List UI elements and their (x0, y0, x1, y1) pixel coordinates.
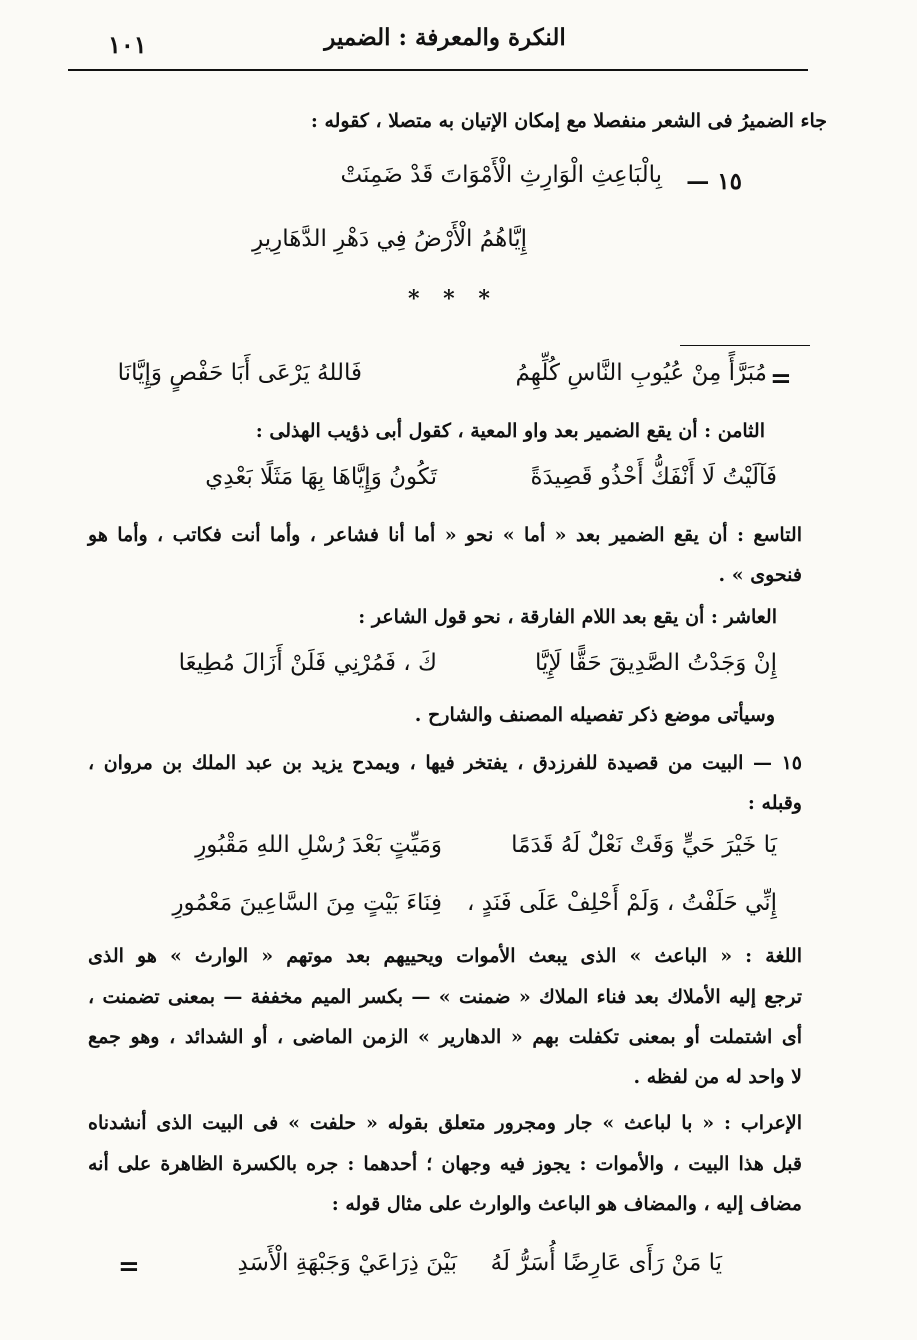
main-verse-number: ١٥ — (686, 168, 742, 195)
verse-c-part1: إِنْ وَجَدْتُ الصَّدِيقَ حَقًّا لَإِيَّا (535, 650, 777, 676)
verse-d-part2: وَمَيِّتٍ بَعْدَ رُسْلِ اللهِ مَقْبُورِ (195, 832, 442, 858)
verse-b-part2: تَكُونُ وَإِيَّاهَا بِهَا مَثَلًا بَعْدِي (205, 464, 437, 490)
verse-f-part2: بَيْنَ ذِرَاعَيْ وَجَبْهَةِ الْأَسَدِ (237, 1250, 457, 1276)
verse-d-part1: يَا خَيْرَ حَيٍّ وَقَتْ نَعْلٌ لَهُ قَدَمًا (511, 832, 777, 858)
running-header-title: النكرة والمعرفة : الضمير (324, 24, 566, 51)
verse-c-part2: كَ ، فَمُرْنِي فَلَنْ أَزَالَ مُطِيعَا (178, 650, 437, 676)
irab-line2: قبل هذا البيت ، والأموات : يجوز فيه وجهان ؛ أحدهما : جره بالكسرة الظاهرة على أنه (88, 1153, 802, 1175)
tenth-case: العاشر : أن يقع بعد اللام الفارقة ، نحو قول الشاعر : (358, 606, 777, 628)
footnote15-line1: ١٥ — البيت من قصيدة للفرزدق ، يفتخر فيها ، ويمدح يزيد بن عبد الملك بن مروان ، (88, 752, 802, 774)
verse-e-part2: فِنَاءَ بَيْتٍ مِنَ السَّاعِينَ مَعْمُورِ (172, 890, 442, 916)
eighth-case: الثامن : أن يقع الضمير بعد واو المعية ، كقول أبى ذؤيب الهذلى : (255, 420, 765, 442)
verse-f-part1: يَا مَنْ رَأَى عَارِضًا أُسَرُّ لَهُ (490, 1250, 722, 1276)
lugha-line3: أى اشتملت أو بمعنى تكفلت بهم « الدهارير » الزمن الماضى ، أو الشدائد ، وهو جمع (88, 1026, 802, 1048)
verse-a-part2: فَاللهُ يَرْعَى أَبَا حَفْصٍ وَإِيَّانَا (117, 360, 362, 386)
verse-a-part1: مُبَرَّأً مِنْ عُيُوبِ النَّاسِ كُلِّهِمُ (515, 360, 767, 386)
ninth-case-line2: فنحوى » . (718, 564, 802, 586)
lugha-line2: ترجع إليه الأملاك بعد فناء الملاك « ضمنت » — بكسر الميم مخففة — بمعنى تضمنت ، (88, 986, 802, 1008)
verse-b-part1: فَآلَيْتُ لَا أَنْفَكُّ أَحْذُو قَصِيدَةً (530, 464, 777, 490)
irab-line3: مضاف إليه ، والمضاف هو الباعث والوارث على مثال قوله : (331, 1193, 802, 1215)
continuation-marker-bottom: = (118, 1252, 140, 1282)
section-separator: * * * (408, 286, 498, 312)
footnote-rule (680, 345, 810, 346)
irab-line1: الإعراب : « با لباعث » جار ومجرور متعلق بقوله « حلفت » فى البيت الذى أنشدناه (88, 1112, 802, 1134)
lugha-line1: اللغة : « الباعث » الذى يبعث الأموات ويحييهم بعد موتهم « الوارث » هو الذى (88, 945, 802, 967)
footnote15-line2: وقبله : (747, 792, 802, 814)
lugha-line4: لا واحد له من لفظه . (633, 1066, 802, 1088)
header-rule (68, 69, 808, 71)
main-verse-line2: إِيَّاهُمُ الْأَرْضُ فِي دَهْرِ الدَّهَارِيرِ (252, 226, 527, 252)
intro-text: جاء الضميرُ فى الشعر منفصلا مع إمكان الإتيان به متصلا ، كقوله : (310, 110, 827, 132)
page-number: ١٠١ (108, 30, 147, 59)
ninth-case-line1: التاسع : أن يقع الضمير بعد « أما » نحو « أما أنا فشاعر ، وأما أنت فكاتب ، وأما هو (88, 524, 802, 546)
verse-e-part1: إِنِّي حَلَفْتُ ، وَلَمْ أَحْلِفْ عَلَى فَنَدٍ ، (466, 890, 777, 916)
continuation-marker: = (770, 364, 792, 394)
main-verse-line1: بِالْبَاعِثِ الْوَارِثِ الْأَمْوَاتَ قَدْ ضَمِنَتْ (340, 162, 662, 188)
tenth-note: وسيأتى موضع ذكر تفصيله المصنف والشارح . (414, 704, 775, 726)
